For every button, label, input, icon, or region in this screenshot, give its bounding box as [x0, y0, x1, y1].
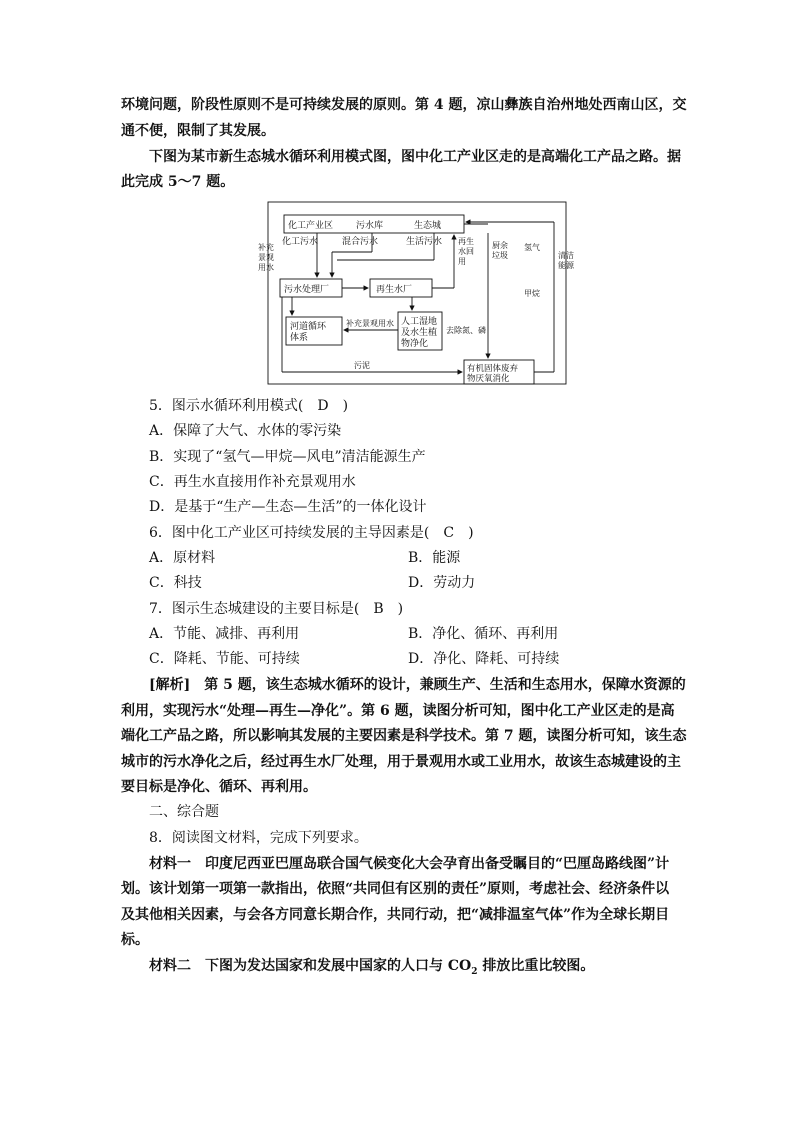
- material-2-prefix: 材料二 下图为发达国家和发展中国家的人口与 CO: [149, 958, 472, 974]
- section-heading: 二、综合题: [149, 804, 219, 820]
- label-sewage-tank: 污水库: [356, 221, 384, 231]
- label-remove-np: 去除氮、磷: [446, 326, 486, 335]
- q7-option-c: C．降耗、节能、可持续: [149, 651, 300, 667]
- intro-line-3: 下图为某市新生态城水循环利用模式图，图中化工产业区走的是高端化工产品之路。据: [149, 149, 681, 165]
- label-treatment: 污水处理厂: [284, 285, 330, 295]
- material-2-line: [149, 956, 594, 982]
- label-eco-city: 生态城: [414, 221, 442, 231]
- q7-stem: 7．图示生态城建设的主要目标是( B ): [149, 601, 404, 617]
- q6-option-c: C．科技: [149, 575, 202, 591]
- q6-option-b: B．能源: [408, 550, 461, 566]
- label-clean-energy-2: 能源: [558, 261, 574, 270]
- water-cycle-diagram: [258, 200, 574, 390]
- analysis-line-5: 要目标是净化、循环、再利用。: [121, 779, 317, 795]
- label-chem-sewage: 化工污水: [282, 237, 319, 247]
- label-industry: 化工产业区: [288, 221, 334, 231]
- label-river-2: 体系: [290, 333, 309, 343]
- q6-option-a: A．原材料: [149, 550, 216, 566]
- material-2-subscript: 2: [471, 966, 478, 977]
- material-1-line-1: 材料一 印度尼西亚巴厘岛联合国气候变化大会孕育出备受瞩目的“巴厘岛路线图”计: [149, 856, 670, 872]
- label-domestic-sewage: 生活污水: [406, 237, 443, 247]
- label-supplement-v3: 用水: [258, 263, 274, 272]
- label-wetland-2: 及水生植: [401, 328, 438, 338]
- intro-line-1: 环境问题，阶段性原则不是可持续发展的原则。第 4 题，凉山彝族自治州地处西南山区，交: [121, 97, 687, 113]
- label-methane: 甲烷: [524, 289, 540, 298]
- analysis-line-1: [解析] 第 5 题，该生态城水循环的设计，兼顾生产、生活和生态用水，保障水资源的: [149, 677, 686, 693]
- label-mixed-sewage: 混合污水: [342, 237, 379, 247]
- label-kitchen-1: 厨余: [492, 241, 508, 250]
- material-1-line-2: 划。该计划第一项第一款指出，依照“共同但有区别的责任”原则，考虑社会、经济条件以: [121, 881, 670, 897]
- analysis-line-3: 端化工产品之路，所以影响其发展的主要因素是科学技术。第 7 题，读图分析可知，该生态: [121, 728, 687, 744]
- label-digest-1: 有机固体废弃: [467, 364, 519, 374]
- q7-option-d: D．净化、降耗、可持续: [408, 651, 560, 667]
- analysis-line-4: 城市的污水净化之后，经过再生水厂处理，用于景观用水或工业用水，故该生态城建设的主: [121, 754, 681, 770]
- label-supplement-h: 补充景观用水: [346, 319, 394, 328]
- q5-stem: 5．图示水循环利用模式( D ): [149, 398, 349, 414]
- label-wetland-1: 人工湿地: [401, 317, 438, 327]
- label-clean-energy-1: 清洁: [558, 251, 574, 260]
- label-wetland-3: 物净化: [401, 339, 429, 349]
- label-hydrogen: 氢气: [524, 243, 540, 252]
- label-kitchen-2: 垃圾: [492, 251, 508, 260]
- q5-option-c: C．再生水直接用作补充景观用水: [149, 474, 356, 490]
- label-reuse-1: 再生: [458, 237, 474, 246]
- q7-option-a: A．节能、减排、再利用: [149, 626, 300, 642]
- intro-line-2: 通不便，限制了其发展。: [121, 123, 275, 139]
- label-reuse-2: 水回: [458, 247, 474, 256]
- label-river-1: 河道循环: [290, 322, 327, 332]
- analysis-line-2: 利用，实现污水“处理—再生—净化”。第 6 题，读图分析可知，图中化工产业区走的是高: [121, 703, 675, 719]
- material-1-line-4: 标。: [121, 932, 149, 948]
- intro-line-4: 此完成 5～7 题。: [121, 174, 235, 190]
- material-1-line-3: 及其他相关因素，与会各方同意长期合作，共同行动，把“减排温室气体”作为全球长期目: [121, 907, 670, 923]
- q8-stem: 8．阅读图文材料，完成下列要求。: [149, 830, 368, 846]
- label-reuse-3: 用: [458, 257, 466, 266]
- material-2-suffix: 排放比重比较图。: [477, 958, 595, 974]
- label-supplement-v1: 补充: [258, 243, 274, 252]
- q5-option-b: B．实现了“氢气—甲烷—风电”清洁能源生产: [149, 449, 426, 465]
- label-sludge: 污泥: [354, 361, 370, 370]
- q5-option-a: A．保障了大气、水体的零污染: [149, 423, 342, 439]
- label-supplement-v2: 景观: [258, 253, 274, 262]
- q7-option-b: B．净化、循环、再利用: [408, 626, 559, 642]
- label-recycled-plant: 再生水厂: [376, 285, 413, 295]
- q6-stem: 6．图中化工产业区可持续发展的主导因素是( C ): [149, 525, 474, 541]
- q5-option-d: D．是基于“生产—生态—生活”的一体化设计: [149, 499, 427, 515]
- label-digest-2: 物厌氧消化: [467, 374, 510, 384]
- q6-option-d: D．劳动力: [408, 575, 476, 591]
